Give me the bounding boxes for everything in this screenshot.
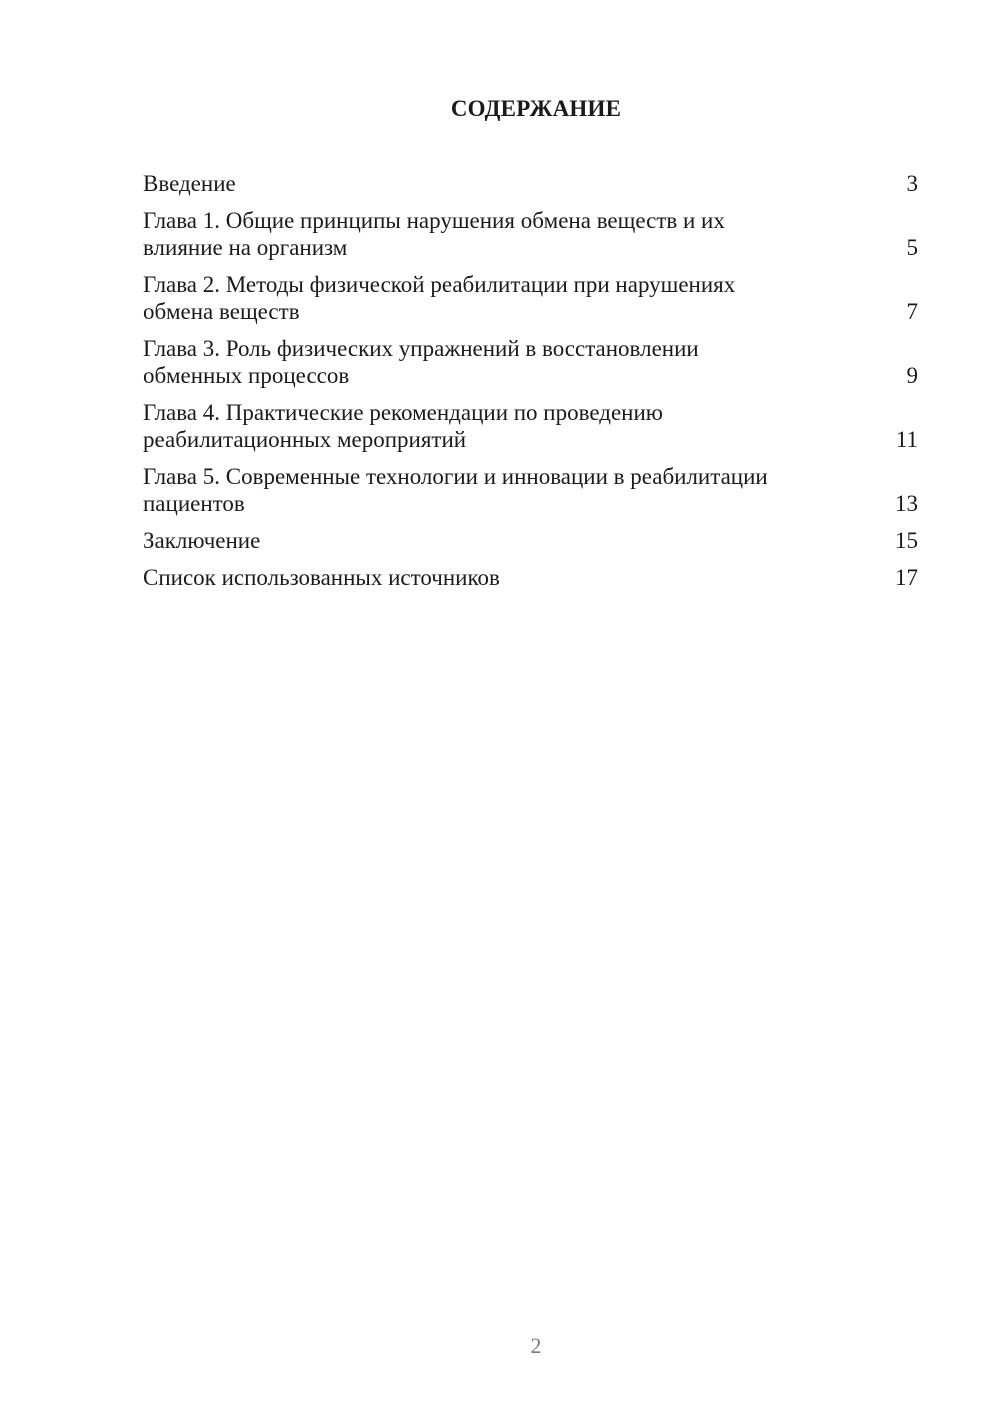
toc-item-conclusion [143,527,918,554]
page-title: СОДЕРЖАНИЕ [450,96,622,121]
toc-item-line: Глава 3. Роль физических упражнений в восстановлении [143,336,699,361]
toc-item-text [143,399,663,453]
toc-item-chapter-3 [143,335,918,389]
toc-item-text [143,564,500,591]
toc-item-line: Список использованных источников [143,565,500,590]
toc-item-line: Глава 5. Современные технологии и инновации в реабилитации [143,464,768,489]
toc-item-line: пациентов [143,491,245,516]
toc-item-line: Заключение [143,528,261,553]
table-of-contents [143,170,918,601]
toc-item-page: 5 [906,235,918,260]
toc-item-page: 9 [906,363,918,388]
toc-item-line: обменных процессов [143,363,350,388]
toc-item-text [143,271,735,325]
toc-item-text [143,527,260,554]
toc-item-line: обмена веществ [143,299,300,324]
toc-item-page: 15 [895,528,918,553]
toc-item-text [143,207,725,261]
toc-item-line: Глава 2. Методы физической реабилитации при нарушениях [143,272,736,297]
toc-item-page: 3 [906,171,918,196]
toc-item-line: Глава 1. Общие принципы нарушения обмена веществ и их [143,208,725,233]
toc-item-chapter-4 [143,399,918,453]
toc-item-chapter-2 [143,271,918,325]
page-number: 2 [530,1333,542,1358]
toc-item-chapter-1 [143,207,918,261]
toc-item-line: влияние на организм [143,235,348,260]
toc-item-chapter-5 [143,463,918,517]
toc-item-introduction [143,170,918,197]
toc-item-text [143,463,768,517]
toc-item-references [143,564,918,591]
toc-item-line: Введение [143,171,236,196]
toc-item-page: 17 [895,565,918,590]
toc-item-line: реабилитационных мероприятий [143,427,467,452]
toc-item-page: 7 [906,299,918,324]
toc-item-text [143,335,699,389]
toc-item-line: Глава 4. Практические рекомендации по проведению [143,400,663,425]
toc-item-page: 11 [895,427,918,452]
toc-item-page: 13 [895,491,918,516]
toc-item-text [143,170,236,197]
